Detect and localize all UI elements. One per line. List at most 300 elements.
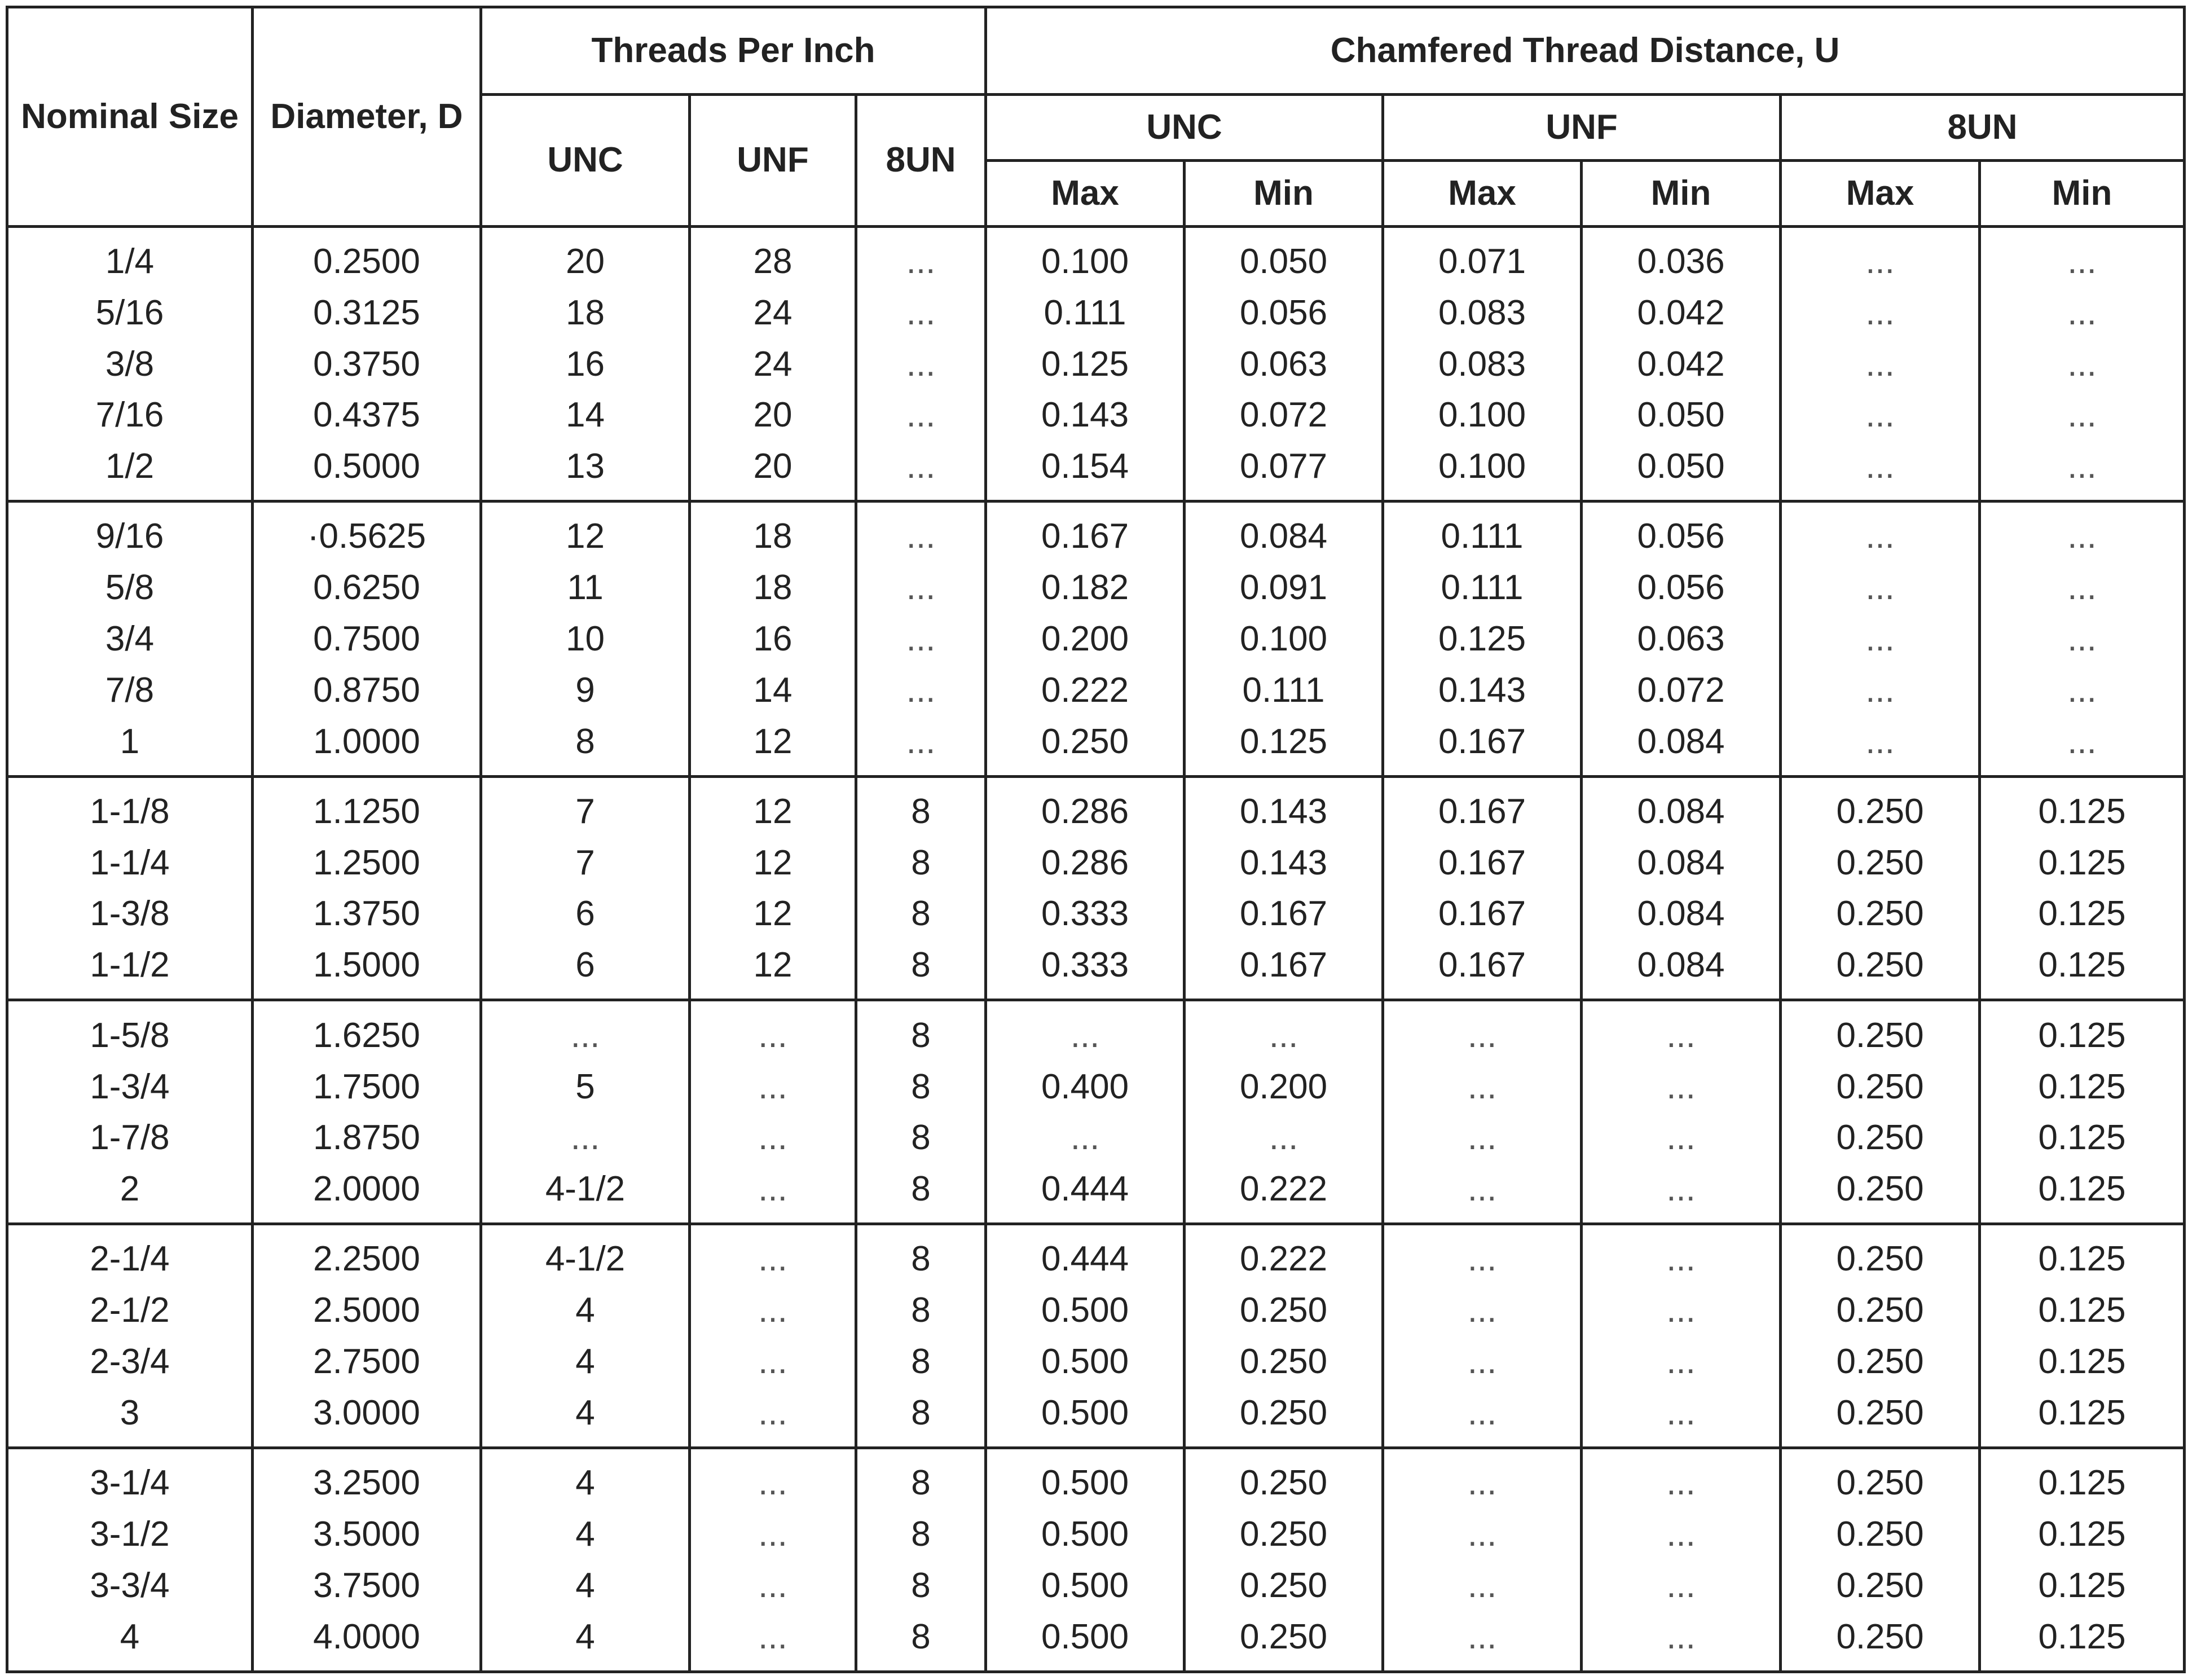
table-cell: ... [1383,1112,1582,1163]
table-cell: 12 [481,502,690,562]
table-cell: 0.100 [986,227,1185,288]
table-cell: 8 [856,837,986,889]
table-cell: 6 [481,939,690,1000]
header-diameter: Diameter, D [253,7,481,227]
table-cell: 0.111 [1383,502,1582,562]
table-cell: 0.333 [986,889,1185,940]
table-cell: ... [1582,1061,1781,1112]
table-cell: 0.072 [1582,665,1781,716]
header-u-unc: UNC [986,95,1383,161]
table-cell: 0.286 [986,776,1185,837]
table-cell: 4 [481,1509,690,1560]
table-cell: ... [1383,1163,1582,1224]
table-row [7,287,2185,338]
table-cell: ... [1582,1285,1781,1336]
table-cell: 0.167 [1383,889,1582,940]
table-cell: 1-3/8 [7,889,253,940]
header-u-unf: UNF [1383,95,1781,161]
table-row [7,441,2185,502]
table-cell: 0.143 [1185,837,1383,889]
table-cell: 13 [481,441,690,502]
table-cell: 1-1/8 [7,776,253,837]
table-cell: 2-1/2 [7,1285,253,1336]
table-cell: ... [1383,1285,1582,1336]
table-cell: ... [1582,1000,1781,1061]
table-cell: 0.125 [986,338,1185,390]
table-cell: ... [1980,338,2185,390]
table-cell: 0.100 [1383,441,1582,502]
table-cell: 3-1/2 [7,1509,253,1560]
table-cell: 0.500 [986,1285,1185,1336]
table-cell: 0.250 [1781,1509,1980,1560]
table-cell: 8 [856,1448,986,1509]
table-cell: 0.250 [1781,837,1980,889]
table-cell: 0.083 [1383,338,1582,390]
table-cell: 0.091 [1185,562,1383,614]
table-cell: 0.125 [1980,1387,2185,1448]
table-cell: 16 [481,338,690,390]
table-cell: ... [856,613,986,665]
table-row [7,1387,2185,1448]
table-cell: 0.500 [986,1560,1185,1611]
table-cell: 8 [856,1509,986,1560]
header-u-8un: 8UN [1781,95,2185,161]
table-cell: 4 [481,1560,690,1611]
table-cell: 0.250 [1781,1336,1980,1387]
table-row [7,889,2185,940]
table-cell: ... [1980,562,2185,614]
table-cell: 14 [690,665,856,716]
table-cell: ... [856,227,986,288]
table-row [7,1336,2185,1387]
table-cell: 0.125 [1980,1061,2185,1112]
table-cell: ... [1980,613,2185,665]
table-row [7,1448,2185,1509]
table-cell: 0.250 [1185,1387,1383,1448]
table-cell: 0.500 [986,1387,1185,1448]
table-cell: ... [1980,715,2185,776]
table-cell: ... [690,1611,856,1672]
header-unc-max: Max [986,161,1185,227]
table-cell: 8 [856,776,986,837]
table-cell: 1.3750 [253,889,481,940]
table-cell: 0.143 [1185,776,1383,837]
table-cell: 0.250 [1781,1560,1980,1611]
table-cell: 5/8 [7,562,253,614]
table-cell: ... [856,715,986,776]
table-cell: 8 [856,1061,986,1112]
table-cell: ... [1383,1448,1582,1509]
header-nominal-size: Nominal Size [7,7,253,227]
table-row [7,1000,2185,1061]
table-cell: ... [1383,1000,1582,1061]
table-cell: 11 [481,562,690,614]
table-cell: ... [690,1163,856,1224]
table-cell: 3.2500 [253,1448,481,1509]
table-cell: 0.125 [1980,1509,2185,1560]
table-cell: ... [1582,1224,1781,1285]
table-cell: 0.083 [1383,287,1582,338]
table-cell: ... [1582,1448,1781,1509]
table-cell: 0.167 [986,502,1185,562]
header-unf-max: Max [1383,161,1582,227]
table-cell: 20 [481,227,690,288]
table-cell: 0.072 [1185,389,1383,441]
table-cell: 0.084 [1582,715,1781,776]
table-cell: ... [690,1448,856,1509]
table-cell: ... [690,1509,856,1560]
table-row [7,1061,2185,1112]
table-cell: ... [856,287,986,338]
table-cell: 0.182 [986,562,1185,614]
table-row [7,338,2185,390]
table-row [7,562,2185,614]
table-cell: 0.250 [1781,939,1980,1000]
table-cell: ... [1980,502,2185,562]
table-cell: 0.167 [1383,939,1582,1000]
table-cell: 0.250 [1185,1336,1383,1387]
table-cell: 0.111 [1383,562,1582,614]
table-cell: 1.8750 [253,1112,481,1163]
table-cell: 0.250 [1781,1224,1980,1285]
thread-chamfer-table [6,6,2186,1673]
table-cell: 0.125 [1980,1112,2185,1163]
table-cell: 20 [690,441,856,502]
table-cell: ... [1781,613,1980,665]
table-cell: 0.286 [986,837,1185,889]
table-cell: 0.500 [986,1336,1185,1387]
table-cell: 0.077 [1185,441,1383,502]
table-cell: 0.084 [1582,776,1781,837]
table-cell: ... [1185,1000,1383,1061]
header-tpi-unc: UNC [481,95,690,227]
table-cell: 0.084 [1582,889,1781,940]
table-cell: 0.167 [1185,889,1383,940]
table-cell: 0.125 [1185,715,1383,776]
table-cell: 0.056 [1582,502,1781,562]
table-cell: 0.250 [1781,1000,1980,1061]
table-cell: 1/2 [7,441,253,502]
table-cell: 1.1250 [253,776,481,837]
table-cell: 18 [481,287,690,338]
table-cell: ... [1582,1387,1781,1448]
table-cell: ... [481,1000,690,1061]
table-cell: 12 [690,889,856,940]
table-cell: 0.084 [1582,837,1781,889]
table-cell: 14 [481,389,690,441]
table-row [7,613,2185,665]
table-cell: ... [1980,227,2185,288]
table-cell: ... [1582,1163,1781,1224]
table-cell: 0.2500 [253,227,481,288]
table-row [7,1509,2185,1560]
header-threads-per-inch: Threads Per Inch [481,7,986,95]
table-cell: 0.444 [986,1163,1185,1224]
table-cell: 1/4 [7,227,253,288]
table-cell: 18 [690,502,856,562]
table-cell: 0.056 [1582,562,1781,614]
table-cell: 4 [481,1387,690,1448]
header-tpi-unf: UNF [690,95,856,227]
table-cell: ... [481,1112,690,1163]
table-cell: ... [1383,1611,1582,1672]
table-cell: 8 [856,1163,986,1224]
table-cell: ... [1383,1224,1582,1285]
table-row [7,665,2185,716]
table-cell: 8 [856,889,986,940]
table-cell: 0.250 [1781,776,1980,837]
table-cell: 9/16 [7,502,253,562]
table-cell: 4 [481,1285,690,1336]
table-cell: 20 [690,389,856,441]
table-cell: ... [1582,1336,1781,1387]
table-cell: 3-3/4 [7,1560,253,1611]
table-row [7,837,2185,889]
table-cell: 9 [481,665,690,716]
table-cell: 0.071 [1383,227,1582,288]
table-cell: 0.084 [1185,502,1383,562]
table-cell: ... [1781,502,1980,562]
table-cell: ... [690,1387,856,1448]
table-cell: 0.125 [1980,889,2185,940]
table-cell: ... [1781,389,1980,441]
table-cell: 0.200 [986,613,1185,665]
table-cell: 0.050 [1185,227,1383,288]
table-cell: ... [690,1285,856,1336]
table-cell: 0.111 [986,287,1185,338]
table-cell: 4 [481,1336,690,1387]
table-cell: ... [1781,665,1980,716]
table-cell: ... [690,1112,856,1163]
table-cell: 2.5000 [253,1285,481,1336]
table-cell: 8 [856,1387,986,1448]
table-cell: 0.100 [1185,613,1383,665]
table-row [7,227,2185,288]
table-cell: 7/16 [7,389,253,441]
table-cell: 4.0000 [253,1611,481,1672]
table-cell: 1-7/8 [7,1112,253,1163]
table-cell: 1-1/2 [7,939,253,1000]
table-cell: 12 [690,776,856,837]
table-cell: 8 [856,1611,986,1672]
table-cell: 2.7500 [253,1336,481,1387]
table-cell: 8 [856,1285,986,1336]
table-row [7,715,2185,776]
table-cell: 2 [7,1163,253,1224]
table-cell: 7 [481,837,690,889]
table-cell: 0.222 [1185,1224,1383,1285]
table-cell: 3-1/4 [7,1448,253,1509]
table-cell: 2-1/4 [7,1224,253,1285]
table-cell: 0.250 [1781,1285,1980,1336]
table-cell: 8 [856,1336,986,1387]
table-cell: 0.200 [1185,1061,1383,1112]
table-cell: ... [690,1000,856,1061]
table-cell: 0.143 [986,389,1185,441]
table-row [7,939,2185,1000]
table-cell: 0.500 [986,1611,1185,1672]
table-cell: ... [1582,1560,1781,1611]
table-cell: 3/8 [7,338,253,390]
table-row [7,1163,2185,1224]
table-cell: 8 [856,1224,986,1285]
table-cell: ... [1383,1061,1582,1112]
table-cell: 6 [481,889,690,940]
table-cell: ... [1781,338,1980,390]
table-cell: ... [856,441,986,502]
table-cell: 0.100 [1383,389,1582,441]
table-cell: ... [1980,441,2185,502]
table-cell: 0.222 [986,665,1185,716]
header-unc-min: Min [1185,161,1383,227]
table-row [7,1285,2185,1336]
table-cell: ... [690,1224,856,1285]
table-cell: 12 [690,837,856,889]
table-cell: 7 [481,776,690,837]
table-cell: 3/4 [7,613,253,665]
table-cell: 2-3/4 [7,1336,253,1387]
table-cell: 5/16 [7,287,253,338]
table-cell: 0.125 [1980,837,2185,889]
table-row [7,1112,2185,1163]
table-cell: 7/8 [7,665,253,716]
table-cell: 0.3750 [253,338,481,390]
table-cell: 0.250 [1781,1387,1980,1448]
table-cell: ... [1383,1509,1582,1560]
table-cell: 0.125 [1980,1000,2185,1061]
table-row [7,776,2185,837]
table-cell: ... [856,665,986,716]
table-cell: 4 [7,1611,253,1672]
table-cell: ... [856,338,986,390]
table-cell: ... [1781,715,1980,776]
table-cell: 4 [481,1448,690,1509]
table-cell: 1-3/4 [7,1061,253,1112]
table-cell: 0.063 [1185,338,1383,390]
table-cell: 0.125 [1980,1224,2185,1285]
table-cell: ... [1781,441,1980,502]
table-cell: 0.042 [1582,287,1781,338]
table-cell: 0.154 [986,441,1185,502]
table-cell: 0.042 [1582,338,1781,390]
table-cell: 0.250 [1185,1560,1383,1611]
table-cell: 0.250 [1185,1509,1383,1560]
table-cell: ... [690,1336,856,1387]
table-cell: 0.111 [1185,665,1383,716]
table-cell: 12 [690,715,856,776]
table-cell: 0.3125 [253,287,481,338]
table-cell: 18 [690,562,856,614]
table-cell: ... [1582,1611,1781,1672]
table-cell: ... [1980,665,2185,716]
table-row [7,1611,2185,1672]
table-cell: 0.400 [986,1061,1185,1112]
table-cell: 0.125 [1980,1336,2185,1387]
table-cell: 0.063 [1582,613,1781,665]
table-cell: 3.0000 [253,1387,481,1448]
table-cell: ... [1781,227,1980,288]
table-cell: 0.125 [1980,1163,2185,1224]
table-cell: 0.4375 [253,389,481,441]
table-cell: 4-1/2 [481,1224,690,1285]
table-cell: 0.167 [1383,837,1582,889]
table-cell: ... [1980,389,2185,441]
header-tpi-8un: 8UN [856,95,986,227]
table-cell: 0.125 [1980,776,2185,837]
table-cell: ... [1781,562,1980,614]
table-cell: 1.0000 [253,715,481,776]
table-cell: ... [856,389,986,441]
table-cell: 0.222 [1185,1163,1383,1224]
table-cell: 0.500 [986,1509,1185,1560]
table-cell: ... [1383,1560,1582,1611]
header-8un-max: Max [1781,161,1980,227]
table-cell: 0.6250 [253,562,481,614]
table-cell: 1.5000 [253,939,481,1000]
table-cell: 0.250 [1781,1448,1980,1509]
table-cell: 24 [690,338,856,390]
table-cell: ... [986,1000,1185,1061]
table-cell: 1.2500 [253,837,481,889]
table-cell: 2.0000 [253,1163,481,1224]
table-cell: 0.125 [1980,939,2185,1000]
table-cell: ... [986,1112,1185,1163]
table-cell: 0.167 [1383,715,1582,776]
table-cell: 0.500 [986,1448,1185,1509]
table-cell: 3.5000 [253,1509,481,1560]
table-row [7,389,2185,441]
table-row [7,1560,2185,1611]
table-cell: ... [690,1061,856,1112]
table-cell: 0.250 [1185,1285,1383,1336]
table-cell: 0.333 [986,939,1185,1000]
table-cell: 0.8750 [253,665,481,716]
table-cell: 0.125 [1383,613,1582,665]
table-cell: 0.5000 [253,441,481,502]
table-cell: ... [856,502,986,562]
table-cell: 5 [481,1061,690,1112]
table-cell: ... [1980,287,2185,338]
table-cell: 0.036 [1582,227,1781,288]
table-cell: 8 [856,1560,986,1611]
table-cell: 0.250 [1185,1448,1383,1509]
table-cell: 1.7500 [253,1061,481,1112]
table-cell: 1-1/4 [7,837,253,889]
table-cell: 24 [690,287,856,338]
table-cell: 1.6250 [253,1000,481,1061]
table-cell: ... [1781,287,1980,338]
table-cell: 8 [481,715,690,776]
table-cell: 4 [481,1611,690,1672]
table-cell: 0.7500 [253,613,481,665]
table-cell: 10 [481,613,690,665]
table-cell: ... [1185,1112,1383,1163]
table-cell: 12 [690,939,856,1000]
table-cell: 0.056 [1185,287,1383,338]
table-cell: 0.250 [1185,1611,1383,1672]
table-cell: 0.167 [1383,776,1582,837]
table-cell: 8 [856,1112,986,1163]
table-cell: 0.050 [1582,441,1781,502]
table-row [7,1224,2185,1285]
table-cell: 0.250 [1781,1061,1980,1112]
table-cell: 0.444 [986,1224,1185,1285]
table-cell: ... [1383,1336,1582,1387]
table-cell: 3 [7,1387,253,1448]
table-cell: ... [690,1560,856,1611]
table-row [7,502,2185,562]
table-cell: 28 [690,227,856,288]
